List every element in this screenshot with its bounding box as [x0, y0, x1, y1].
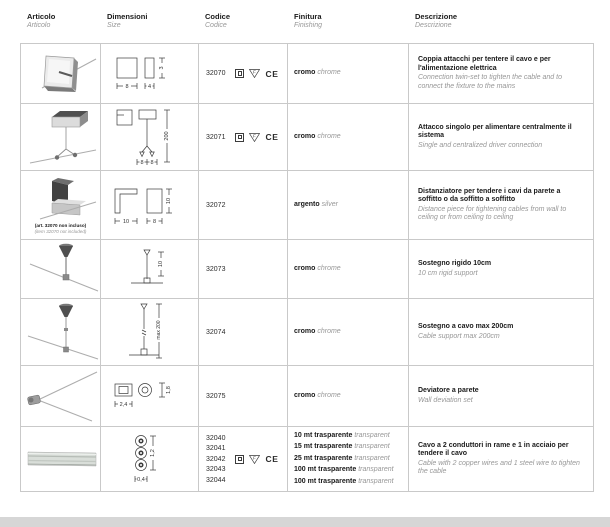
- header-finitura: [287, 12, 408, 30]
- header-articolo: [20, 12, 100, 30]
- table-row: [21, 427, 593, 491]
- certification-icons: [235, 132, 278, 142]
- article-illustration-cable-support: [22, 300, 100, 364]
- dimensions-cell: [101, 240, 199, 298]
- finish-value: cromo chrome: [294, 327, 341, 335]
- svg-text:4: 4: [147, 83, 151, 90]
- product-code: 32041: [206, 445, 226, 452]
- product-code: 32072: [206, 201, 226, 209]
- dimension-drawing: [111, 106, 189, 168]
- code-cell: [199, 171, 288, 239]
- description-en: Wall deviation set: [418, 396, 473, 404]
- svg-text:3: 3: [158, 65, 165, 70]
- description-cell: [409, 299, 593, 365]
- header-label-it: Codice: [205, 12, 231, 21]
- finishing-cell: [288, 366, 409, 426]
- svg-text:1,2: 1,2: [149, 449, 156, 457]
- product-code: 32044: [206, 476, 226, 484]
- finishing-cell: [288, 427, 409, 491]
- description-cell: [409, 171, 593, 239]
- description-it: Cavo a 2 conduttori in rame e 1 in acciaio per tendere il cavo: [418, 441, 569, 457]
- dimensions-cell: [101, 171, 199, 239]
- header-label-it: Descrizione: [415, 12, 458, 21]
- description-en: Connection twin-set to tighten the cable and to connect the fixture to the mains: [418, 74, 562, 90]
- dimensions-cell: [101, 44, 199, 103]
- header-label-it: Dimensioni: [107, 12, 148, 21]
- table-row: [21, 366, 593, 427]
- class-ii-insulation-icon: [235, 133, 244, 142]
- table-row: [21, 299, 593, 366]
- header-dimensioni: [100, 12, 198, 30]
- finish-value: 25 mt trasparente transparent: [294, 454, 390, 462]
- svg-text:10: 10: [157, 260, 164, 268]
- svg-text:200: 200: [163, 131, 170, 141]
- svg-text:8: 8: [149, 160, 154, 167]
- code-cell: [199, 366, 288, 426]
- finishing-cell: [288, 104, 409, 170]
- svg-text:10: 10: [165, 197, 172, 205]
- product-code: 32070: [206, 70, 226, 77]
- table-row: [21, 171, 593, 240]
- dimensions-cell: [101, 427, 199, 491]
- product-code: 32075: [206, 392, 226, 400]
- finish-value: cromo chrome: [294, 264, 341, 272]
- header-label-it: Articolo: [27, 12, 56, 21]
- finish-value: cromo chrome: [294, 69, 341, 77]
- description-cell: [409, 240, 593, 298]
- table-row: [21, 240, 593, 299]
- svg-text:F: F: [253, 455, 257, 461]
- description-it: Deviatore a parete: [418, 387, 479, 394]
- article-cell: [21, 171, 101, 239]
- ce-mark-icon: CE: [265, 68, 279, 79]
- article-illustration-twin-attachment: [22, 46, 100, 102]
- finishing-cell: [288, 171, 409, 239]
- description-cell: [409, 104, 593, 170]
- class-ii-insulation-icon: [235, 455, 244, 464]
- ce-mark-icon: CE: [265, 132, 279, 142]
- header-label-it: Finitura: [294, 12, 322, 21]
- dimension-drawing: [114, 52, 186, 96]
- certification-icons: [235, 69, 278, 79]
- class-ii-insulation-icon: [235, 69, 244, 78]
- product-code: 32043: [206, 466, 226, 473]
- finish-value: 15 mt trasparente transparent: [294, 443, 390, 451]
- article-note-en: (item 32070 not included): [34, 229, 87, 234]
- article-illustration-single-attachment: [22, 105, 100, 169]
- code-cell: [199, 427, 288, 491]
- header-label-en: Size: [107, 22, 121, 29]
- product-code: 32073: [206, 265, 226, 273]
- finish-list: [294, 432, 394, 487]
- code-cell: [199, 104, 288, 170]
- svg-text:8: 8: [152, 219, 156, 226]
- description-it: Sostegno a cavo max 200cm: [418, 323, 514, 330]
- article-illustration-distance-piece: [22, 175, 100, 221]
- dimensions-cell: [101, 366, 199, 426]
- article-illustration-rigid-support: [22, 241, 100, 297]
- product-code: 32042: [206, 455, 226, 463]
- dimensions-cell: [101, 104, 199, 170]
- dimension-drawing: [127, 246, 173, 292]
- bottom-bar: [0, 517, 610, 527]
- finish-value: 100 mt trasparente transparent: [294, 466, 394, 474]
- header-label-en: Finishing: [294, 22, 323, 29]
- header-descrizione: [408, 12, 592, 30]
- description-it: Sostegno rigido 10cm: [418, 260, 492, 267]
- svg-text:F: F: [253, 133, 257, 139]
- finish-value: 100 mt trasparente transparent: [294, 477, 394, 485]
- product-code: 32071: [206, 133, 226, 141]
- finish-value: argento silver: [294, 200, 338, 208]
- f-mark-icon: [249, 455, 260, 464]
- dimension-drawing: [125, 301, 175, 363]
- svg-text:max 200: max 200: [155, 320, 162, 340]
- description-en: 10 cm rigid support: [418, 269, 478, 277]
- article-note-it: (art. 32070 non incluso): [34, 223, 87, 229]
- header-label-en: Articolo: [27, 22, 51, 29]
- svg-text:F: F: [253, 69, 257, 75]
- dimension-drawing: [111, 376, 189, 416]
- description-en: Single and centralized driver connection: [418, 141, 543, 149]
- finishing-cell: [288, 44, 409, 103]
- article-cell: [21, 427, 101, 491]
- finishing-cell: [288, 299, 409, 365]
- finish-value: cromo chrome: [294, 132, 341, 140]
- article-cell: [21, 366, 101, 426]
- article-illustration-cable: [22, 429, 100, 489]
- product-code-list: [206, 435, 225, 484]
- dimension-drawing: [111, 181, 189, 229]
- finish-value: cromo chrome: [294, 391, 341, 399]
- description-it: Attacco singolo per alimentare centralmente il sistema: [418, 123, 572, 140]
- svg-text:1,8: 1,8: [165, 386, 172, 394]
- description-it: Coppia attacchi per tentere il cavo e per l'alimentazione elettrica: [418, 56, 551, 72]
- f-mark-icon: [249, 69, 260, 78]
- table-header: [20, 12, 592, 30]
- description-it: Distanziatore per tendere i cavi da parete a soffitto o da soffitto a soffitto: [418, 187, 561, 203]
- table-row: [21, 104, 593, 171]
- finishing-cell: [288, 240, 409, 298]
- code-cell: [199, 240, 288, 298]
- article-cell: [21, 299, 101, 365]
- header-codice: [198, 12, 287, 30]
- article-cell: [21, 240, 101, 298]
- finish-value: 10 mt trasparente transparent: [294, 431, 390, 439]
- description-en: Distance piece for tightening cables from wall to ceiling or from ceiling to ceiling: [418, 205, 567, 221]
- dimension-drawing: [127, 431, 173, 487]
- description-en: Cable with 2 copper wires and 1 steel wire to tighten the cable: [418, 459, 580, 475]
- header-label-en: Descrizione: [415, 22, 452, 29]
- description-cell: [409, 366, 593, 426]
- description-cell: [409, 427, 593, 491]
- description-en: Cable support max 200cm: [418, 332, 500, 340]
- code-cell: [199, 299, 288, 365]
- svg-text:10: 10: [122, 219, 129, 226]
- svg-text:2,4: 2,4: [119, 402, 127, 409]
- ce-mark-icon: CE: [265, 454, 279, 464]
- dimensions-cell: [101, 299, 199, 365]
- article-cell: [21, 44, 101, 103]
- table-row: [21, 44, 593, 104]
- f-mark-icon: [249, 133, 260, 142]
- article-cell: [21, 104, 101, 170]
- code-cell: [199, 44, 288, 103]
- product-code: 32074: [206, 328, 226, 336]
- certification-icons: [235, 454, 278, 464]
- svg-text:0,4: 0,4: [136, 477, 145, 484]
- product-code: 32040: [206, 434, 226, 442]
- article-illustration-wall-deviator: [22, 367, 100, 425]
- description-cell: [409, 44, 593, 103]
- article-note: [35, 223, 87, 234]
- svg-text:8: 8: [139, 160, 144, 167]
- product-table: [20, 43, 594, 492]
- header-label-en: Codice: [205, 22, 227, 29]
- svg-text:8: 8: [124, 83, 129, 90]
